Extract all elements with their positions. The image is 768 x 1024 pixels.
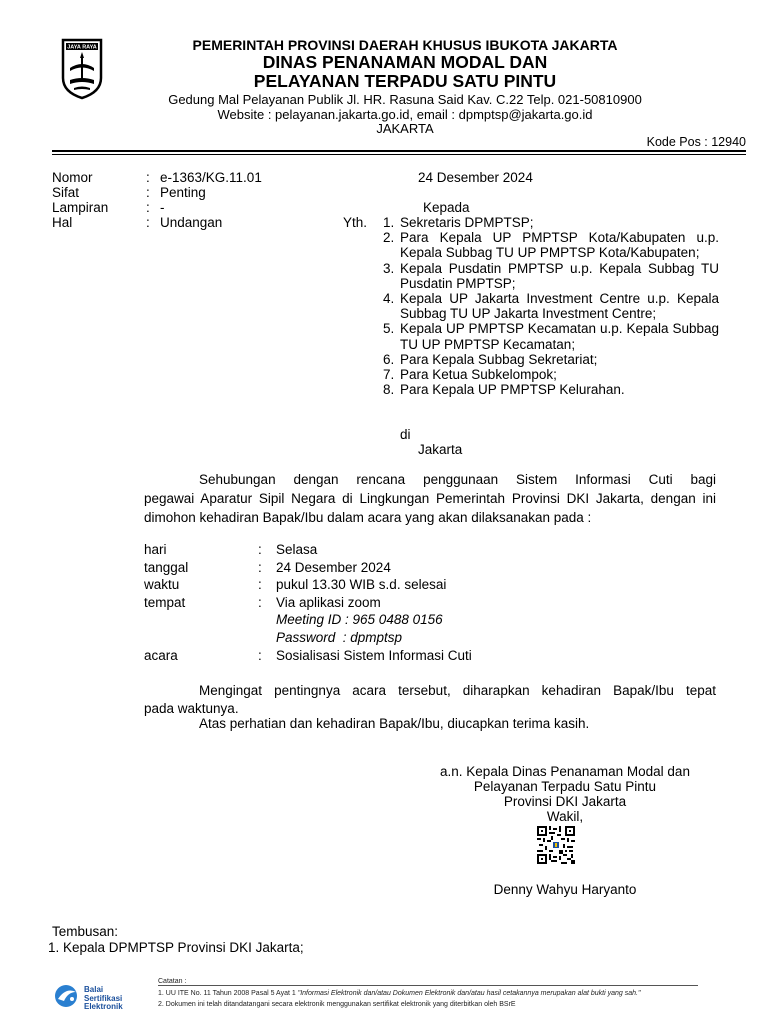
list-item-number: 5.	[383, 321, 395, 337]
waktu-label: waktu	[144, 577, 180, 592]
colon: :	[258, 648, 262, 663]
body-paragraph-1	[144, 470, 716, 527]
colon: :	[258, 560, 262, 575]
paragraph-rest: pegawai Aparatur Sipil Negara di Lingkungan Pemerintah Provinsi DKI Jakarta, dengan ini dimohon kehadiran Bapak/Ibu dalam acara yang akan dilaksanakan pada :	[144, 491, 716, 525]
postal-code: Kode Pos : 12940	[646, 135, 746, 149]
body-paragraph-3: Atas perhatian dan kehadiran Bapak/Ibu, diucapkan terima kasih.	[199, 716, 590, 731]
hari-label: hari	[144, 542, 167, 557]
paragraph-rest: pada waktunya.	[144, 701, 239, 716]
sifat-label: Sifat	[52, 185, 80, 200]
bsre-line3: Elektronik	[84, 1002, 123, 1011]
logo-text: JAYA RAYA	[67, 44, 97, 51]
qr-code	[537, 826, 575, 864]
list-item-number: 3.	[383, 260, 395, 276]
list-item-text: Para Kepala UP PMPTSP Kota/Kabupaten u.p. Kepala Subbag TU UP PMPTSP Kota/Kabupaten;	[400, 230, 719, 261]
bsre-logo-text	[84, 986, 123, 1012]
acara-value: Sosialisasi Sistem Informasi Cuti	[276, 648, 472, 663]
list-item	[383, 382, 719, 397]
list-item-text: Sekretaris DPMPTSP;	[400, 215, 534, 230]
signature-line3: Provinsi DKI Jakarta	[503, 794, 627, 809]
lampiran-label: Lampiran	[52, 200, 109, 215]
letter-date: 24 Desember 2024	[418, 170, 533, 185]
agency-name-line2: PELAYANAN TERPADU SATU PINTU	[253, 71, 557, 91]
tanggal-value: 24 Desember 2024	[276, 560, 391, 575]
body-paragraph-2	[144, 682, 716, 718]
colon: :	[146, 170, 150, 185]
catatan-label: Catatan :	[158, 978, 187, 985]
tanggal-label: tanggal	[144, 560, 189, 575]
address: Gedung Mal Pelayanan Publik Jl. HR. Rasuna Said Kav. C.22 Telp. 021-50810900	[168, 92, 642, 107]
footer-rule	[158, 985, 698, 986]
list-item	[383, 261, 719, 291]
hari-value: Selasa	[276, 542, 318, 557]
sifat-value: Penting	[160, 185, 206, 200]
footer-note-1-italic: "Informasi Elektronik dan/atau Dokumen Elektronik dan/atau hasil cetakannya merupakan alat bukti yang sah."	[297, 990, 641, 997]
meeting-password: Password : dpmptsp	[276, 630, 403, 645]
paragraph-first-line: Mengingat pentingnya acara tersebut, diharapkan kehadiran Bapak/Ibu tepat	[199, 683, 716, 698]
list-item	[383, 215, 719, 230]
signature-line2: Pelayanan Terpadu Satu Pintu	[473, 779, 657, 794]
list-item	[383, 291, 719, 321]
list-item-text: Kepala UP PMPTSP Kecamatan u.p. Kepala Subbag TU UP PMPTSP Kecamatan;	[400, 321, 719, 352]
nomor-label: Nomor	[52, 170, 93, 185]
colon: :	[146, 200, 150, 215]
list-item	[383, 321, 719, 351]
footer-note-1	[158, 989, 718, 999]
colon: :	[258, 542, 262, 557]
tembusan-item: 1. Kepala DPMPTSP Provinsi DKI Jakarta;	[48, 940, 304, 955]
recipient-list	[383, 215, 719, 397]
list-item-number: 6.	[383, 351, 395, 367]
list-item-text: Kepala Pusdatin PMPTSP u.p. Kepala Subbag TU Pusdatin PMPTSP;	[400, 260, 719, 291]
colon: :	[146, 215, 150, 230]
signatory-name: Denny Wahyu Haryanto	[493, 882, 637, 897]
hal-label: Hal	[52, 215, 73, 230]
kepada-label: Kepada	[423, 200, 470, 215]
list-item-text: Kepala UP Jakarta Investment Centre u.p. Kepala Subbag TU UP Jakarta Investment Centre;	[400, 291, 719, 322]
list-item-text: Para Kepala Subbag Sekretariat;	[400, 351, 598, 367]
signature-line4: Wakil,	[546, 809, 584, 824]
list-item	[383, 230, 719, 260]
city: JAKARTA	[376, 121, 434, 136]
list-item-text: Para Ketua Subkelompok;	[400, 367, 557, 383]
lampiran-value: -	[160, 200, 165, 215]
list-item-number: 2.	[383, 230, 395, 246]
meeting-id: Meeting ID : 965 0488 0156	[276, 612, 443, 627]
agency-name-line1: DINAS PENANAMAN MODAL DAN	[262, 52, 548, 72]
tempat-label: tempat	[144, 595, 186, 610]
header-rule-thick	[52, 150, 746, 152]
list-item-number: 4.	[383, 291, 395, 307]
colon: :	[258, 577, 262, 592]
tembusan-label: Tembusan:	[52, 924, 119, 939]
hal-value: Undangan	[160, 215, 223, 230]
list-item	[383, 367, 719, 382]
recipient-city: Jakarta	[418, 442, 463, 457]
recipient-di: di	[400, 427, 411, 442]
nomor-value: e-1363/KG.11.01	[160, 170, 262, 185]
website-email: Website : pelayanan.jakarta.go.id, email : dpmptsp@jakarta.go.id	[217, 107, 593, 122]
footer-note-2: 2. Dokumen ini telah ditandatangani secara elektronik menggunakan sertifikat elektronik yang diterbitkan oleh BSrE	[158, 1001, 516, 1008]
list-item-text: Para Kepala UP PMPTSP Kelurahan.	[400, 382, 625, 398]
paragraph-first-line: Sehubungan dengan rencana penggunaan Sistem Informasi Cuti bagi	[199, 472, 716, 487]
yth-label: Yth.	[343, 215, 368, 230]
bsre-line1: Balai	[84, 985, 104, 994]
footer-note-1-plain: 1. UU ITE No. 11 Tahun 2008 Pasal 5 Ayat 1	[158, 990, 298, 997]
colon: :	[146, 185, 150, 200]
list-item-number: 1.	[383, 215, 395, 230]
list-item-number: 7.	[383, 367, 395, 383]
bsre-logo-icon	[52, 983, 82, 1009]
list-item-number: 8.	[383, 382, 395, 398]
acara-label: acara	[144, 648, 178, 663]
waktu-value: pukul 13.30 WIB s.d. selesai	[276, 577, 447, 592]
header-rule-thin	[52, 154, 746, 155]
government-name: PEMERINTAH PROVINSI DAERAH KHUSUS IBUKOTA JAKARTA	[192, 37, 618, 53]
signature-line1: a.n. Kepala Dinas Penanaman Modal dan	[440, 764, 690, 779]
jakarta-logo	[60, 38, 104, 100]
bsre-line2: Sertifikasi	[84, 993, 123, 1003]
colon: :	[258, 595, 262, 610]
list-item	[383, 352, 719, 367]
tempat-value: Via aplikasi zoom	[276, 595, 381, 610]
